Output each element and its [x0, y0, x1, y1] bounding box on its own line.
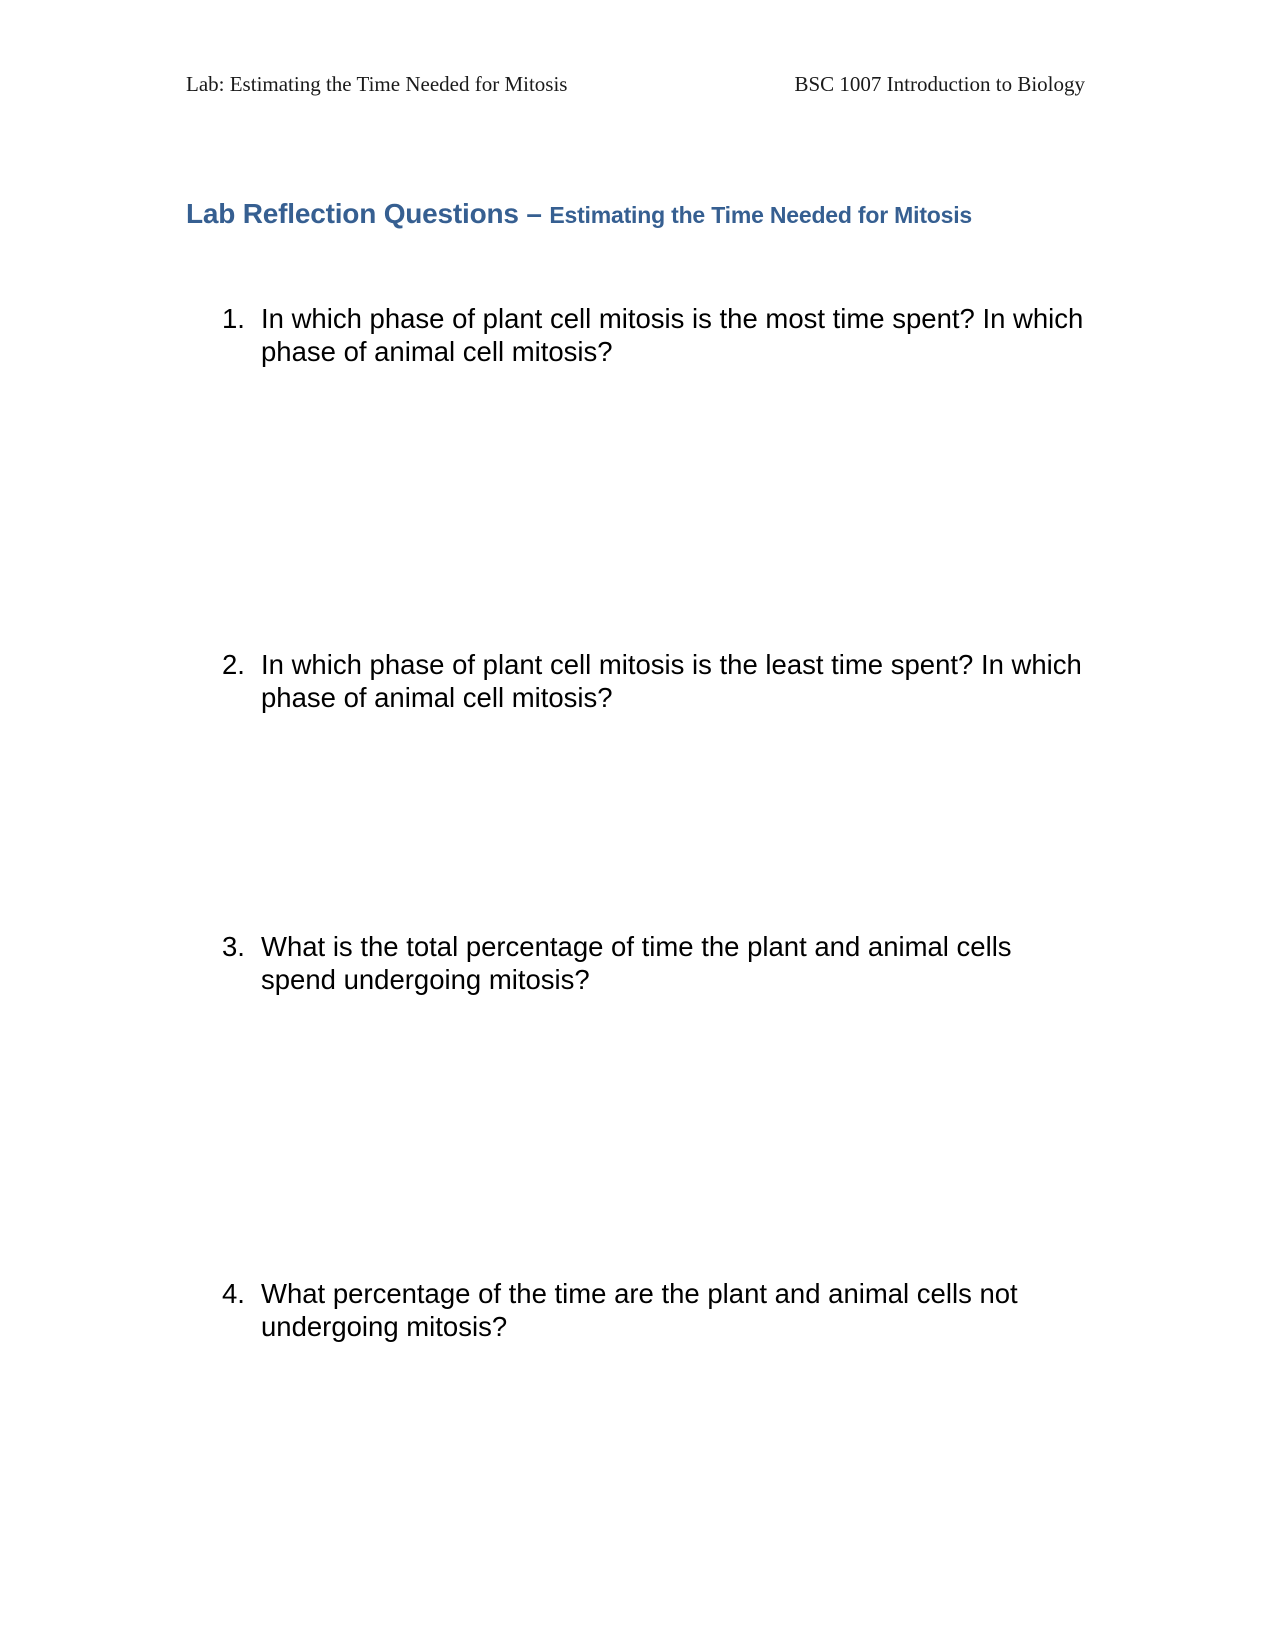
- running-header-right: BSC 1007 Introduction to Biology: [794, 72, 1085, 96]
- question-text: In which phase of plant cell mitosis is the least time spent? In which phase of animal cell mitosis?: [261, 649, 1082, 713]
- page-title-dash: –: [518, 198, 550, 229]
- question-1: [222, 302, 1092, 368]
- page-title-subtitle: Estimating the Time Needed for Mitosis: [549, 202, 973, 228]
- question-text: What percentage of the time are the plant and animal cells not undergoing mitosis?: [261, 1278, 1018, 1342]
- question-number: 3.: [222, 931, 245, 962]
- question-number: 2.: [222, 649, 245, 680]
- question-number: 4.: [222, 1278, 245, 1309]
- question-number: 1.: [222, 303, 245, 334]
- question-text: What is the total percentage of time the plant and animal cells spend undergoing mitosis?: [261, 931, 1012, 995]
- running-header-left: Lab: Estimating the Time Needed for Mitosis: [186, 72, 568, 96]
- question-4: [222, 1277, 1092, 1343]
- page-title: [186, 198, 972, 230]
- question-2: [222, 648, 1092, 714]
- question-3: [222, 930, 1092, 996]
- page-title-main: Lab Reflection Questions: [186, 198, 519, 229]
- question-text: In which phase of plant cell mitosis is the most time spent? In which phase of animal cell mitosis?: [261, 303, 1084, 367]
